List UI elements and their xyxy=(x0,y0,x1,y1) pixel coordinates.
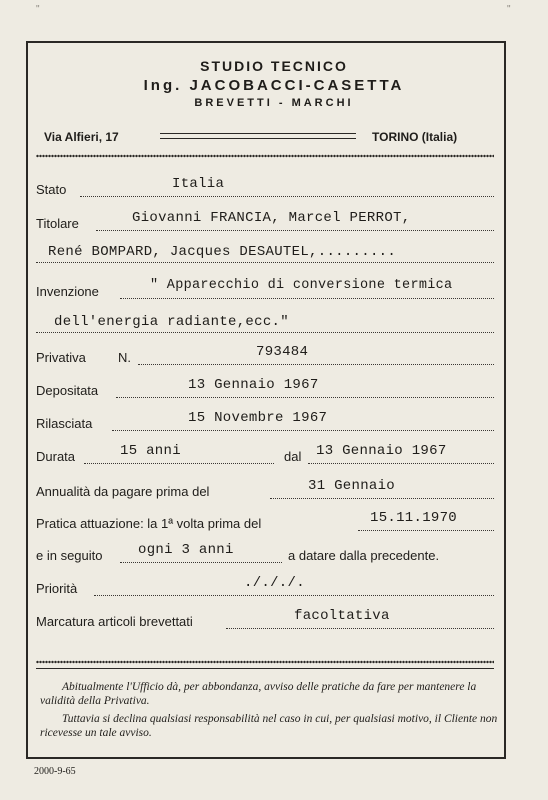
titolare-line-1 xyxy=(96,230,494,231)
stato-line xyxy=(80,196,494,197)
durata-line xyxy=(84,463,274,464)
depositata-label: Depositata xyxy=(36,383,99,398)
depositata-value: 13 Gennaio 1967 xyxy=(188,377,319,393)
address-city: TORINO (Italia) xyxy=(372,130,458,144)
marcatura-label: Marcatura articoli brevettati xyxy=(36,614,193,629)
invenzione-line-1 xyxy=(120,298,494,299)
pratica-label: Pratica attuazione: la 1ª volta prima del xyxy=(36,516,262,531)
privativa-line xyxy=(138,364,494,365)
depositata-line xyxy=(116,397,494,398)
stato-label: Stato xyxy=(36,182,67,197)
stato-value: Italia xyxy=(172,176,225,192)
annualita-line xyxy=(270,498,494,499)
corner-mark-left: " xyxy=(36,4,40,15)
annualita-value: 31 Gennaio xyxy=(308,478,396,494)
header-firm: Ing. JACOBACCI-CASETTA xyxy=(143,77,405,94)
priorita-value: ./././. xyxy=(244,575,305,591)
privativa-label: Privativa xyxy=(36,350,86,365)
privativa-value: 793484 xyxy=(256,344,309,360)
priorita-label: Priorità xyxy=(36,581,78,596)
seguito-tail: a datare dalla precedente. xyxy=(288,548,440,563)
notes-paragraph-2: Tuttavia si declina qualsiasi responsabilità nel caso in cui, per qualsiasi motivo, il Cliente non ricevesse un tale avviso. xyxy=(40,713,498,739)
address-divider xyxy=(160,133,356,139)
titolare-value-1: Giovanni FRANCIA, Marcel PERROT, xyxy=(132,210,411,226)
pratica-value: 15.11.1970 xyxy=(370,510,458,526)
titolare-value-2: René BOMPARD, Jacques DESAUTEL,......... xyxy=(48,244,397,260)
invenzione-line-2 xyxy=(36,332,494,333)
marcatura-value: facoltativa xyxy=(294,608,390,624)
dotted-divider-bottom xyxy=(36,660,494,664)
header-studio: STUDIO TECNICO xyxy=(200,58,348,74)
marcatura-line xyxy=(226,628,494,629)
notes-rule-top xyxy=(36,668,494,669)
rilasciata-line xyxy=(112,430,494,431)
seguito-label: e in seguito xyxy=(36,548,103,563)
titolare-line-2 xyxy=(36,262,494,263)
rilasciata-value: 15 Novembre 1967 xyxy=(188,410,328,426)
invenzione-value-2: dell'energia radiante,ecc." xyxy=(54,314,289,330)
dal-label: dal xyxy=(284,449,302,464)
address-street: Via Alfieri, 17 xyxy=(44,130,119,144)
seguito-line xyxy=(120,562,282,563)
dal-line xyxy=(308,463,494,464)
form-code: 2000-9-65 xyxy=(34,766,76,777)
privativa-n-label: N. xyxy=(118,350,131,365)
titolare-label: Titolare xyxy=(36,216,79,231)
invenzione-label: Invenzione xyxy=(36,284,99,299)
annualita-label: Annualità da pagare prima del xyxy=(36,484,210,499)
durata-value: 15 anni xyxy=(120,443,181,459)
priorita-line xyxy=(94,595,494,596)
rilasciata-label: Rilasciata xyxy=(36,416,93,431)
corner-mark-right: " xyxy=(507,4,511,15)
invenzione-value-1: " Apparecchio di conversione termica xyxy=(150,278,453,293)
seguito-value: ogni 3 anni xyxy=(138,542,234,558)
pratica-line xyxy=(358,530,494,531)
durata-label: Durata xyxy=(36,449,76,464)
notes-paragraph-1: Abitualmente l'Ufficio dà, per abbondanza, avviso delle pratiche da fare per mantenere la validità della Privativa. xyxy=(40,681,477,707)
dotted-divider-top xyxy=(36,154,494,158)
document-frame xyxy=(26,41,506,759)
header-services: BREVETTI - MARCHI xyxy=(194,97,354,109)
dal-value: 13 Gennaio 1967 xyxy=(316,443,447,459)
